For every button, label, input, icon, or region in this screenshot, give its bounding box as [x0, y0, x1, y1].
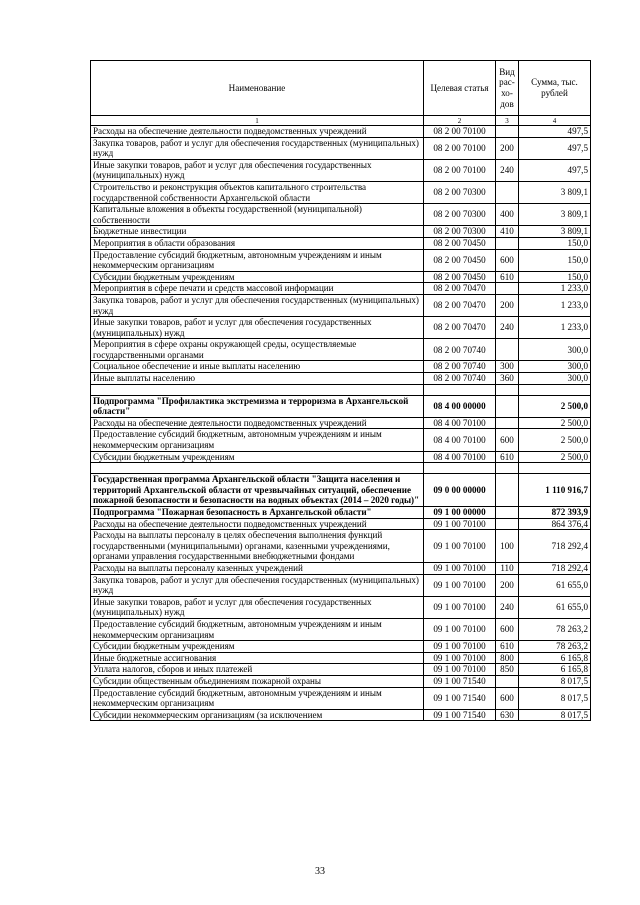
name-cell: Расходы на обеспечение деятельности подведомственных учреждений: [91, 417, 424, 429]
target-article-cell: 08 2 00 70470: [424, 283, 496, 295]
name-cell: Закупка товаров, работ и услуг для обеспечения государственных (муниципальных) нужд: [91, 137, 424, 159]
empty-cell: [91, 463, 424, 474]
sum-cell: 8 017,5: [519, 709, 591, 721]
target-article-cell: 08 2 00 70100: [424, 126, 496, 138]
table-body: [91, 126, 591, 721]
expense-type-cell: [496, 395, 519, 417]
target-article-cell: 09 0 00 00000: [424, 474, 496, 507]
expense-type-cell: [496, 675, 519, 687]
expense-type-cell: 240: [496, 596, 519, 618]
expense-type-cell: 100: [496, 530, 519, 563]
program-row: [91, 507, 591, 519]
table-row: [91, 574, 591, 596]
target-article-cell: 09 1 00 70100: [424, 518, 496, 530]
table-row: [91, 530, 591, 563]
expense-type-cell: 110: [496, 562, 519, 574]
table-row: [91, 271, 591, 283]
column-number: 3: [496, 116, 519, 126]
expense-type-cell: 200: [496, 294, 519, 316]
target-article-cell: 08 2 00 70100: [424, 159, 496, 181]
target-article-cell: 09 1 00 71540: [424, 687, 496, 709]
table-row: [91, 137, 591, 159]
expense-type-cell: [496, 126, 519, 138]
sum-cell: 497,5: [519, 137, 591, 159]
empty-cell: [519, 463, 591, 474]
table-row: [91, 675, 591, 687]
expense-type-cell: [496, 181, 519, 203]
expense-type-cell: 610: [496, 641, 519, 653]
expense-type-cell: 600: [496, 249, 519, 271]
empty-cell: [91, 384, 424, 395]
empty-cell: [496, 384, 519, 395]
target-article-cell: 08 2 00 70100: [424, 137, 496, 159]
sum-cell: 8 017,5: [519, 687, 591, 709]
page-number: 33: [315, 866, 325, 877]
sum-cell: 3 809,1: [519, 181, 591, 203]
table-header-row: [91, 61, 591, 116]
header-target-article: Целевая статья: [424, 61, 496, 116]
table-row: [91, 664, 591, 676]
table-row: [91, 159, 591, 181]
name-cell: Иные бюджетные ассигнования: [91, 652, 424, 664]
empty-cell: [496, 463, 519, 474]
name-cell: Расходы на обеспечение деятельности подведомственных учреждений: [91, 518, 424, 530]
sum-cell: 2 500,0: [519, 417, 591, 429]
name-cell: Бюджетные инвестиции: [91, 226, 424, 238]
expense-type-cell: 240: [496, 317, 519, 339]
name-cell: Предоставление субсидий бюджетным, автономным учреждениям и иным некоммерческим организациям: [91, 687, 424, 709]
spacer-row: [91, 463, 591, 474]
name-cell: Иные закупки товаров, работ и услуг для обеспечения государственных (муниципальных) нужд: [91, 317, 424, 339]
name-cell: Строительство и реконструкция объектов капитального строительства государственной собственности Архангельской области: [91, 181, 424, 203]
target-article-cell: 08 4 00 70100: [424, 451, 496, 463]
target-article-cell: 08 2 00 70300: [424, 226, 496, 238]
target-article-cell: 09 1 00 70100: [424, 596, 496, 618]
target-article-cell: 09 1 00 70100: [424, 641, 496, 653]
sum-cell: 497,5: [519, 126, 591, 138]
expense-type-cell: 410: [496, 226, 519, 238]
table-row: [91, 126, 591, 138]
target-article-cell: 09 1 00 70100: [424, 618, 496, 640]
target-article-cell: 09 1 00 70100: [424, 664, 496, 676]
name-cell: Государственная программа Архангельской области "Защита населения и территорий Архангельской области от чрезвычайных ситуаций, обеспечение пожарной безопасности и безопасности на водных объектах (2014 – 2020 годы)": [91, 474, 424, 507]
column-number: 4: [519, 116, 591, 126]
target-article-cell: 09 1 00 70100: [424, 562, 496, 574]
name-cell: Социальное обеспечение и иные выплаты населению: [91, 361, 424, 373]
name-cell: Подпрограмма "Пожарная безопасность в Архангельской области": [91, 507, 424, 519]
name-cell: Подпрограмма "Профилактика экстремизма и терроризма в Архангельской области": [91, 395, 424, 417]
column-number: 1: [91, 116, 424, 126]
name-cell: Расходы на выплаты персоналу в целях обеспечения выполнения функций государственными (муниципальными) органами, казенными учреждениями, органами управления государственными внебюджетными фондами: [91, 530, 424, 563]
name-cell: Предоставление субсидий бюджетным, автономным учреждениям и иным некоммерческим организациям: [91, 618, 424, 640]
table-row: [91, 429, 591, 451]
sum-cell: 1 233,0: [519, 294, 591, 316]
table-row: [91, 317, 591, 339]
sum-cell: 497,5: [519, 159, 591, 181]
name-cell: Иные закупки товаров, работ и услуг для обеспечения государственных (муниципальных) нужд: [91, 159, 424, 181]
table-row: [91, 283, 591, 295]
target-article-cell: 09 1 00 70100: [424, 530, 496, 563]
table-row: [91, 226, 591, 238]
name-cell: Мероприятия в сфере печати и средств массовой информации: [91, 283, 424, 295]
target-article-cell: 09 1 00 71540: [424, 675, 496, 687]
target-article-cell: 09 1 00 71540: [424, 709, 496, 721]
target-article-cell: 08 2 00 70300: [424, 181, 496, 203]
sum-cell: 300,0: [519, 361, 591, 373]
table-row: [91, 181, 591, 203]
program-row: [91, 395, 591, 417]
target-article-cell: 08 4 00 70100: [424, 417, 496, 429]
table-row: [91, 596, 591, 618]
sum-cell: 300,0: [519, 339, 591, 361]
name-cell: Расходы на обеспечение деятельности подведомственных учреждений: [91, 126, 424, 138]
header-name: Наименование: [91, 61, 424, 116]
table-row: [91, 373, 591, 385]
sum-cell: 718 292,4: [519, 562, 591, 574]
target-article-cell: 08 2 00 70450: [424, 271, 496, 283]
name-cell: Иные выплаты населению: [91, 373, 424, 385]
expense-type-cell: 300: [496, 361, 519, 373]
table-row: [91, 652, 591, 664]
expense-type-cell: 240: [496, 159, 519, 181]
table-row: [91, 562, 591, 574]
sum-cell: 150,0: [519, 249, 591, 271]
target-article-cell: 08 2 00 70740: [424, 339, 496, 361]
expense-type-cell: [496, 474, 519, 507]
table-row: [91, 249, 591, 271]
table-row: [91, 339, 591, 361]
target-article-cell: 08 2 00 70470: [424, 294, 496, 316]
table-row: [91, 451, 591, 463]
sum-cell: 78 263,2: [519, 641, 591, 653]
table-row: [91, 237, 591, 249]
sum-cell: 2 500,0: [519, 395, 591, 417]
sum-cell: 61 655,0: [519, 596, 591, 618]
sum-cell: 1 233,0: [519, 317, 591, 339]
expense-type-cell: [496, 237, 519, 249]
sum-cell: 8 017,5: [519, 675, 591, 687]
sum-cell: 6 165,8: [519, 664, 591, 676]
expense-type-cell: 850: [496, 664, 519, 676]
header-sum: Сумма, тыс. рублей: [519, 61, 591, 116]
expense-type-cell: 200: [496, 574, 519, 596]
sum-cell: 864 376,4: [519, 518, 591, 530]
empty-cell: [424, 463, 496, 474]
target-article-cell: 08 4 00 70100: [424, 429, 496, 451]
target-article-cell: 09 1 00 70100: [424, 574, 496, 596]
expense-type-cell: 600: [496, 618, 519, 640]
column-number-row: [91, 116, 591, 126]
target-article-cell: 08 2 00 70450: [424, 249, 496, 271]
expense-type-cell: [496, 417, 519, 429]
sum-cell: 2 500,0: [519, 451, 591, 463]
expense-type-cell: [496, 507, 519, 519]
name-cell: Субсидии некоммерческим организациям (за исключением: [91, 709, 424, 721]
sum-cell: 6 165,8: [519, 652, 591, 664]
target-article-cell: 08 2 00 70300: [424, 204, 496, 226]
empty-cell: [424, 384, 496, 395]
table-row: [91, 294, 591, 316]
expense-type-cell: 400: [496, 204, 519, 226]
name-cell: Капитальные вложения в объекты государственной (муниципальной) собственности: [91, 204, 424, 226]
sum-cell: 150,0: [519, 237, 591, 249]
target-article-cell: 08 4 00 00000: [424, 395, 496, 417]
expense-type-cell: [496, 283, 519, 295]
expense-type-cell: 610: [496, 271, 519, 283]
expense-type-cell: 610: [496, 451, 519, 463]
sum-cell: 150,0: [519, 271, 591, 283]
name-cell: Мероприятия в области образования: [91, 237, 424, 249]
name-cell: Закупка товаров, работ и услуг для обеспечения государственных (муниципальных) нужд: [91, 574, 424, 596]
name-cell: Уплата налогов, сборов и иных платежей: [91, 664, 424, 676]
sum-cell: 3 809,1: [519, 204, 591, 226]
name-cell: Предоставление субсидий бюджетным, автономным учреждениям и иным некоммерческим организациям: [91, 249, 424, 271]
program-row: [91, 474, 591, 507]
table-row: [91, 417, 591, 429]
target-article-cell: 08 2 00 70740: [424, 373, 496, 385]
empty-cell: [519, 384, 591, 395]
sum-cell: 1 233,0: [519, 283, 591, 295]
sum-cell: 300,0: [519, 373, 591, 385]
expense-type-cell: 200: [496, 137, 519, 159]
name-cell: Мероприятия в сфере охраны окружающей среды, осуществляемые государственными органами: [91, 339, 424, 361]
name-cell: Субсидии бюджетным учреждениям: [91, 271, 424, 283]
name-cell: Субсидии бюджетным учреждениям: [91, 451, 424, 463]
sum-cell: 78 263,2: [519, 618, 591, 640]
name-cell: Иные закупки товаров, работ и услуг для обеспечения государственных (муниципальных) нужд: [91, 596, 424, 618]
expense-type-cell: 800: [496, 652, 519, 664]
sum-cell: 2 500,0: [519, 429, 591, 451]
column-number: 2: [424, 116, 496, 126]
expense-type-cell: 600: [496, 687, 519, 709]
name-cell: Предоставление субсидий бюджетным, автономным учреждениям и иным некоммерческим организациям: [91, 429, 424, 451]
table-row: [91, 618, 591, 640]
target-article-cell: 09 1 00 00000: [424, 507, 496, 519]
expense-type-cell: 360: [496, 373, 519, 385]
table-row: [91, 204, 591, 226]
target-article-cell: 09 1 00 70100: [424, 652, 496, 664]
spacer-row: [91, 384, 591, 395]
sum-cell: 61 655,0: [519, 574, 591, 596]
header-expense-type: Вид рас-хо-дов: [496, 61, 519, 116]
sum-cell: 3 809,1: [519, 226, 591, 238]
sum-cell: 1 110 916,7: [519, 474, 591, 507]
name-cell: Расходы на выплаты персоналу казенных учреждений: [91, 562, 424, 574]
sum-cell: 718 292,4: [519, 530, 591, 563]
expense-type-cell: 630: [496, 709, 519, 721]
table-row: [91, 361, 591, 373]
target-article-cell: 08 2 00 70740: [424, 361, 496, 373]
expense-type-cell: 600: [496, 429, 519, 451]
name-cell: Закупка товаров, работ и услуг для обеспечения государственных (муниципальных) нужд: [91, 294, 424, 316]
expense-type-cell: [496, 518, 519, 530]
target-article-cell: 08 2 00 70470: [424, 317, 496, 339]
table-row: [91, 709, 591, 721]
budget-table: [90, 60, 591, 721]
expense-type-cell: [496, 339, 519, 361]
table-row: [91, 518, 591, 530]
table-row: [91, 687, 591, 709]
name-cell: Субсидии бюджетным учреждениям: [91, 641, 424, 653]
sum-cell: 872 393,9: [519, 507, 591, 519]
target-article-cell: 08 2 00 70450: [424, 237, 496, 249]
name-cell: Субсидии общественным объединениям пожарной охраны: [91, 675, 424, 687]
table-row: [91, 641, 591, 653]
